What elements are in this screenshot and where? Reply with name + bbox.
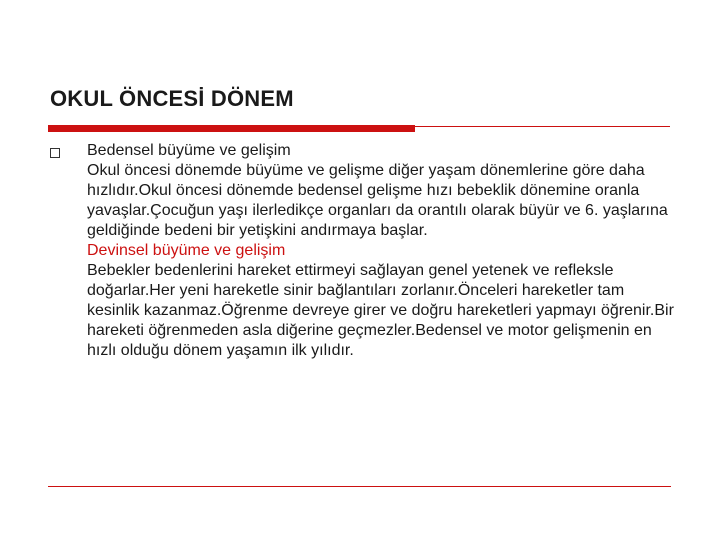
title-underline-thin	[415, 126, 670, 127]
square-bullet-icon	[50, 148, 60, 158]
bottom-divider	[48, 486, 671, 487]
section-heading-motor: Devinsel büyüme ve gelişim	[87, 242, 286, 259]
slide-title: OKUL ÖNCESİ DÖNEM	[50, 86, 294, 111]
section-text-motor: Bebekler bedenlerini hareket ettirmeyi sağlayan genel yetenek ve reflekslе doğarlar.Her yeni hareketle sinir bağlantıları zorlanır.Önceleri hareketler tam kesinlik kazanmaz.Öğrenme devreye girer ve doğru hareketleri yapmayı öğrenir.Bir hareketi öğrenmeden asla diğerine geçmezler.Bedensel ve motor gelişmenin en hızlı olduğu dönem yaşamın ilk yılıdır.	[87, 262, 674, 359]
title-underline-thick	[48, 125, 415, 132]
section-heading-physical: Bedensel büyüme ve gelişim	[87, 142, 291, 159]
slide-body	[87, 141, 677, 361]
section-text-physical: Okul öncesi dönemde büyüme ve gelişme diğer yaşam dönemlerine göre daha hızlıdır.Okul öncesi dönemde bedensel gelişme hızı bebeklik dönemine oranla yavaşlar.Çocuğun yaşı ilerledikçe organları da orantılı olarak büyür ve 6. yaşlarına geldiğinde bedeni bir yetişkini andırmaya başlar.	[87, 162, 668, 239]
